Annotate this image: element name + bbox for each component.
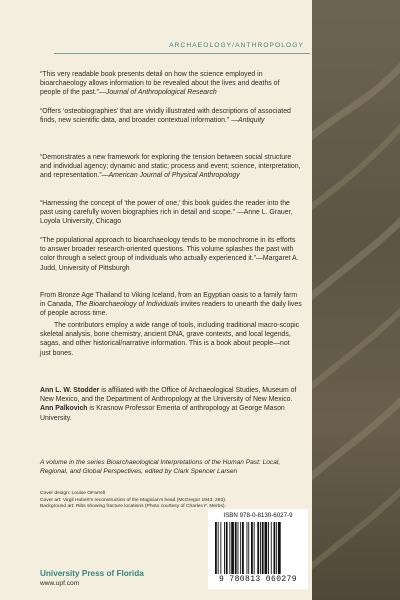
author-1-name: Ann L. W. Stodder bbox=[40, 387, 100, 394]
isbn-number: ISBN 978-0-8130-6027-9 bbox=[223, 512, 293, 519]
barcode-bar bbox=[220, 522, 221, 574]
barcode-digits: 9 780813 060279 bbox=[218, 575, 297, 584]
review-quote-2: “Offers ‘osteobiographies’ that are vividly illustrated with descriptions of associated finds, new scientific data, and broader contextual information.” —Antiquity bbox=[40, 108, 291, 125]
publisher-name: University Press of Florida bbox=[40, 569, 144, 578]
description-paragraph-2: The contributors employ a wide range of tools, including traditional macro-scopic skeletal analysis, bone chemistry, ancient DNA, grave contexts, and local legends, sagas, and other historical/narrative information. This is a book about people—not just bones. bbox=[40, 322, 300, 357]
barcode-bar bbox=[278, 522, 281, 574]
barcode-bar bbox=[240, 522, 241, 574]
barcode-bar bbox=[268, 522, 269, 574]
divider bbox=[54, 53, 310, 54]
barcode-bar bbox=[276, 522, 277, 574]
barcode-graphic bbox=[214, 522, 302, 574]
barcode-bar bbox=[218, 522, 219, 574]
barcode-bar bbox=[229, 522, 230, 574]
review-quote-4: “Harnessing the concept of ‘the power of one,’ this book guides the reader into the past using carefully woven biographies rich in detail and scope.” —Anne L. Grauer, Loyola University, Chicago bbox=[40, 200, 293, 226]
review-quote-3: “Demonstrates a new framework for exploring the tension between social structure and individual agency; dynamic and static; process and event; science, interpretation, and representation.”—American Journal of Physical Anthropology bbox=[40, 154, 301, 180]
series-note: A volume in the series Bioarchaeological Interpretations of the Human Past: Local, Regional, and Global Perspectives, edited by Clark Spencer Larsen bbox=[40, 459, 281, 475]
isbn-barcode-box bbox=[208, 509, 308, 589]
barcode-bar bbox=[251, 522, 253, 574]
barcode-bar bbox=[271, 522, 272, 574]
barcode-bar bbox=[226, 522, 228, 574]
author-2-name: Ann Palkovich bbox=[40, 405, 88, 413]
barcode-bar bbox=[262, 522, 264, 574]
barcode-bar bbox=[248, 522, 249, 574]
barcode-bar bbox=[235, 522, 237, 574]
barcode-bar bbox=[231, 522, 234, 574]
publisher-url: www.upf.com bbox=[40, 580, 80, 587]
author-bios: Ann L. W. Stodder is affiliated with the Office of Archaeological Studies, Museum of New Mexico, and the Department of Anthropology at the University of New Mexico. Ann Palkovich is Krasnow Professor Emerita of anthropology at George Mason University. bbox=[40, 387, 297, 422]
barcode-bar bbox=[260, 522, 261, 574]
review-quote-1: “This very readable book presents detail on how the science employed in bioarchaeology allows information to be revealed about the lives and deaths of people of the past.”—Journal of Anthropological Research bbox=[40, 71, 280, 97]
background-rib-art bbox=[312, 0, 400, 600]
review-quote-5: “The populational approach to bioarchaeology tends to be monochrome in its efforts to answer broader research-oriented questions. This volume splashes the past with color through a select group of individuals who actually experienced it.”—Margaret A. Judd, University of Pittsburgh bbox=[40, 237, 299, 272]
rib-bones-graphic bbox=[312, 0, 400, 600]
cover-credits: Cover design: Louise OFarrell Cover art: Virgil Hubert’s reconstruction of the Magician’s head (McGregor 1943: 293). Background art: Ribs showing fracture locations (Photo courtesy of Charles F. Merbs). bbox=[40, 491, 227, 510]
category-label: ARCHAEOLOGY/ANTHROPOLOGY bbox=[169, 42, 304, 49]
barcode-bar bbox=[238, 522, 239, 574]
barcode-bar bbox=[254, 522, 255, 574]
description-paragraph-1: From Bronze Age Thailand to Viking Iceland, from an Egyptian oasis to a family farm in Canada, The Bioarchaeology of Individuals invites readers to unearth the daily lives of people across time. bbox=[40, 292, 302, 318]
barcode-bar bbox=[257, 522, 259, 574]
barcode-bar bbox=[247, 522, 248, 574]
barcode-bar bbox=[265, 522, 268, 574]
barcode-bar bbox=[242, 522, 244, 574]
barcode-bar bbox=[215, 522, 217, 574]
barcode-bar bbox=[224, 522, 225, 574]
barcode-bar bbox=[274, 522, 276, 574]
